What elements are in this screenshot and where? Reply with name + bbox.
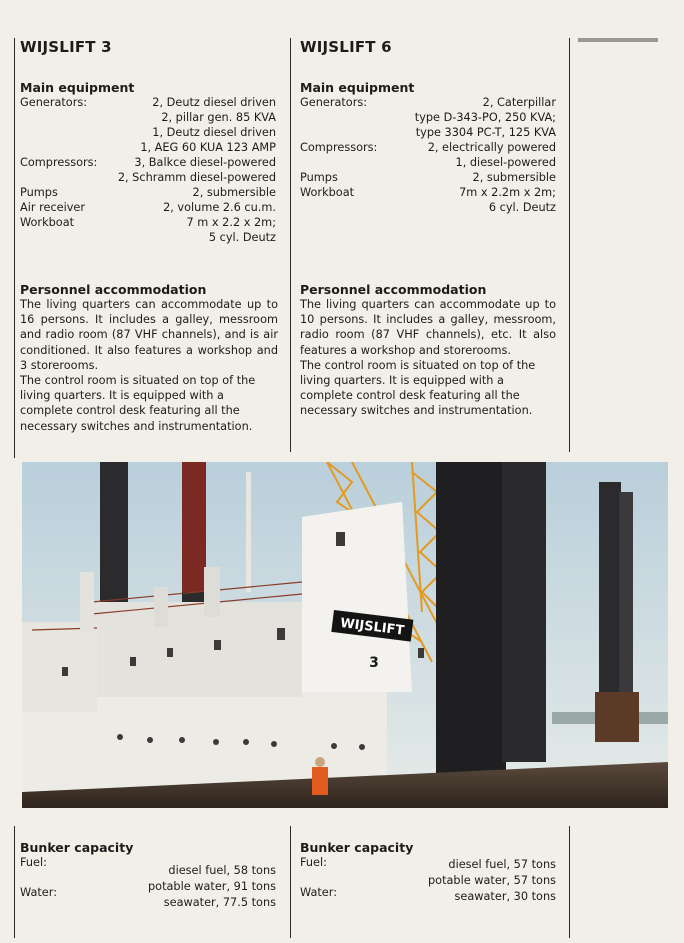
wijslift-6-bunker (300, 840, 556, 915)
vessel-number: 3 (369, 655, 379, 671)
spec-row (20, 170, 276, 185)
spec-value: 1, diesel-powered (455, 156, 556, 169)
spec-row (20, 230, 276, 245)
spec-row (20, 155, 276, 170)
fuel-label: Fuel: (300, 856, 327, 869)
spec-label: Air receiver (20, 201, 86, 214)
spec-value: 3, Balkce diesel-powered (134, 156, 276, 169)
equipment-spec-list (20, 95, 276, 245)
bunker-heading: Bunker capacity (300, 840, 414, 855)
spec-value: 2, submersible (472, 171, 556, 184)
accommodation-paragraph: The living quarters can accommodate up to 16 persons. It includes a galley, messroom and radio room (87 VHF channels), and is air conditioned. It also features a workshop and 3 storerooms. (20, 298, 278, 372)
spec-row (20, 140, 276, 155)
water-label: Water: (300, 886, 338, 899)
bunker-heading: Bunker capacity (20, 840, 134, 855)
spec-row (300, 200, 556, 215)
vessel-photo (22, 462, 668, 808)
main-equipment-heading: Main equipment (20, 80, 135, 95)
accommodation-text (300, 297, 556, 419)
spec-value: 5 cyl. Deutz (208, 231, 276, 244)
bunker-line: potable water, 57 tons (427, 874, 556, 887)
water-label: Water: (20, 886, 58, 899)
bunker-line: seawater, 77.5 tons (163, 896, 276, 909)
spec-label: Workboat (300, 186, 355, 199)
spec-value: 2, Caterpillar (482, 96, 556, 109)
wijslift-6-accommodation (300, 282, 556, 419)
wijslift-3-section (20, 38, 276, 245)
spec-label: Compressors: (300, 141, 378, 154)
fuel-label: Fuel: (20, 856, 47, 869)
section-title: WIJSLIFT 6 (300, 38, 392, 56)
spec-label: Compressors: (20, 156, 98, 169)
control-room-paragraph: The control room is situated on top of the living quarters. It is equipped with a complete control desk featuring all the necessary switches and instrumentation. (20, 374, 256, 433)
column-rule-middle (290, 38, 291, 452)
spec-row (300, 125, 556, 140)
section-title: WIJSLIFT 3 (20, 38, 112, 56)
column-rule-middle-bottom (290, 826, 291, 938)
spec-value: type D-343-PO, 250 KVA; (414, 111, 556, 124)
wijslift-3-bunker (20, 840, 276, 915)
spec-row (300, 155, 556, 170)
bunker-line: diesel fuel, 57 tons (448, 858, 556, 871)
spec-row (300, 170, 556, 185)
column-rule-left-bottom (14, 826, 15, 938)
spec-value: 2, electrically powered (427, 141, 556, 154)
control-room-paragraph: The control room is situated on top of the living quarters. It is equipped with a complete control desk featuring all the necessary switches and instrumentation. (300, 358, 536, 418)
spec-value: 2, Schramm diesel-powered (117, 171, 276, 184)
spec-label: Workboat (20, 216, 75, 229)
spec-row (20, 125, 276, 140)
wijslift-3-accommodation (20, 282, 278, 434)
decorative-bar (578, 38, 658, 42)
spec-label: Pumps (300, 171, 338, 184)
spec-value: 7 m x 2.2 x 2m; (186, 216, 276, 229)
spec-value: 2, submersible (192, 186, 276, 199)
spec-value: 1, Deutz diesel driven (152, 126, 276, 139)
equipment-spec-list (300, 95, 556, 215)
column-rule-right (569, 38, 570, 452)
spec-value: 1, AEG 60 KUA 123 AMP (140, 141, 276, 154)
spec-row (300, 110, 556, 125)
spec-label: Pumps (20, 186, 58, 199)
bunker-line: diesel fuel, 58 tons (168, 864, 276, 877)
accommodation-text (20, 297, 278, 434)
spec-row (20, 95, 276, 110)
accommodation-heading: Personnel accommodation (300, 282, 487, 297)
main-equipment-heading: Main equipment (300, 80, 415, 95)
spec-value: 2, pillar gen. 85 KVA (161, 111, 276, 124)
spec-row (300, 140, 556, 155)
spec-value: 2, volume 2.6 cu.m. (163, 201, 276, 214)
spec-value: 7m x 2.2m x 2m; (459, 186, 556, 199)
spec-value: type 3304 PC-T, 125 KVA (415, 126, 556, 139)
column-rule-left (14, 38, 15, 458)
spec-row (300, 185, 556, 200)
bunker-line: seawater, 30 tons (454, 890, 556, 903)
accommodation-paragraph: The living quarters can accommodate up to 10 persons. It includes a galley, messroom, radio room (87 VHF channels), etc. It also features a workshop and storerooms. (300, 298, 556, 357)
accommodation-heading: Personnel accommodation (20, 282, 207, 297)
spec-row (20, 200, 276, 215)
spec-row (20, 110, 276, 125)
bunker-line: potable water, 91 tons (147, 880, 276, 893)
spec-row (300, 95, 556, 110)
spec-row (20, 215, 276, 230)
spec-label: Generators: (20, 96, 88, 109)
vessel-name-plate: WIJSLIFT (339, 615, 405, 639)
wijslift-6-section (300, 38, 556, 215)
column-rule-right-bottom (569, 826, 570, 938)
spec-value: 6 cyl. Deutz (488, 201, 556, 214)
spec-label: Generators: (300, 96, 368, 109)
spec-value: 2, Deutz diesel driven (152, 96, 276, 109)
spec-row (20, 185, 276, 200)
